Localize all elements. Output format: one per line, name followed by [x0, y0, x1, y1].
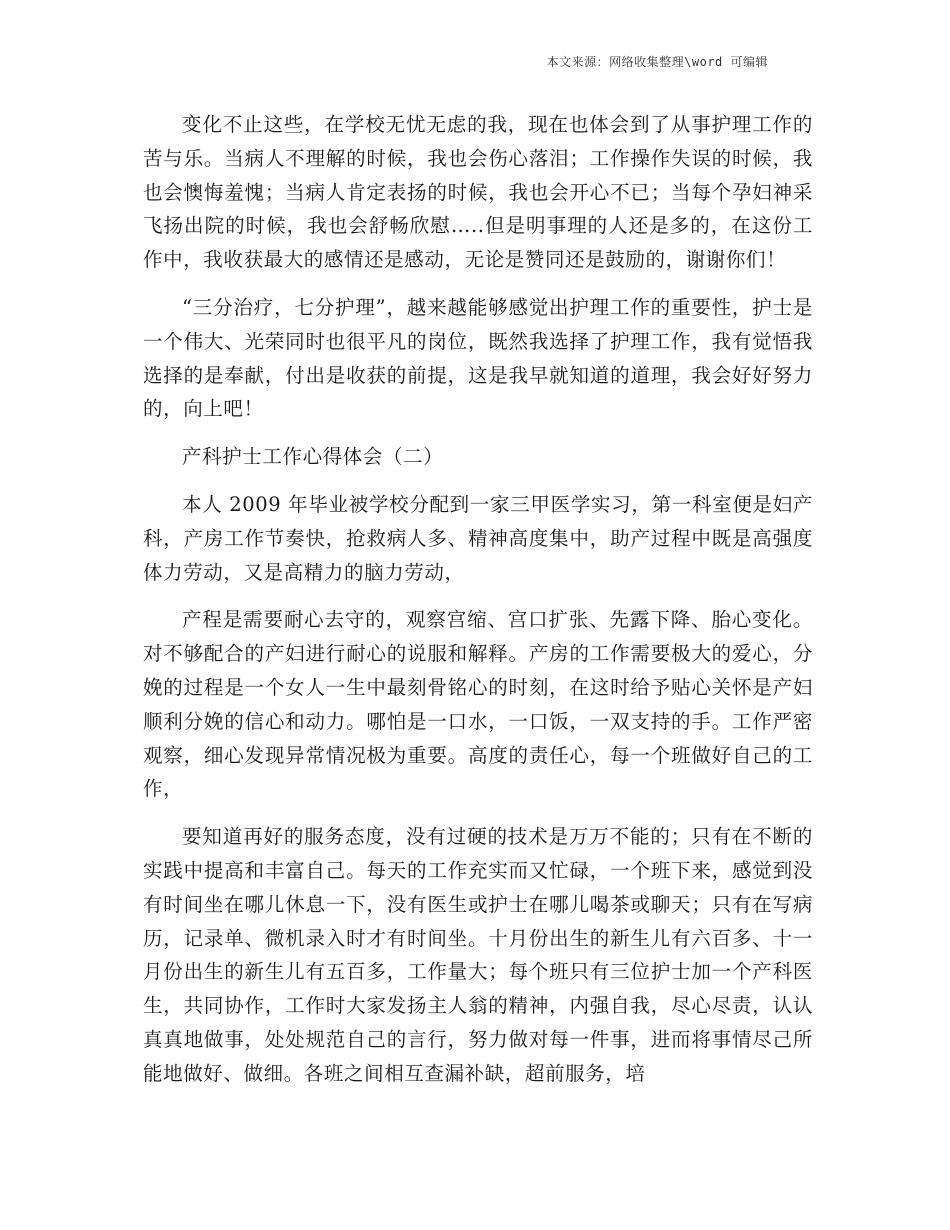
document-body	[143, 108, 813, 1095]
paragraph-5: 要知道再好的服务态度，没有过硬的技术是万万不能的；只有在不断的实践中提高和丰富自己。每天的工作充实而又忙碌，一个班下来，感觉到没有时间坐在哪儿休息一下，没有医生或护士在哪儿喝茶或聊天；只有在写病历，记录单、微机录入时才有时间坐。十月份出生的新生儿有六百多、十一月份出生的新生儿有五百多，工作量大；每个班只有三位护士加一个产科医生，共同协作，工作时大家发扬主人翁的精神，内强自我，尽心尽责，认认真真地做事，处处规范自己的言行，努力做对每一件事，进而将事情尽己所能地做好、做细。各班之间相互查漏补缺，超前服务，培	[143, 825, 813, 1085]
section-heading: 产科护士工作心得体会（二）	[182, 445, 444, 469]
paragraph-2: “三分治疗，七分护理”，越来越能够感觉出护理工作的重要性，护士是一个伟大、光荣同时也很平凡的岗位，既然我选择了护理工作，我有觉悟我选择的是奉献，付出是收获的前提，这是我早就知道的道理，我会好好努力的，向上吧！	[143, 295, 813, 421]
header-source-note: 本文来源：网络收集整理\word 可编辑	[546, 55, 768, 69]
paragraph-1: 变化不止这些，在学校无忧无虑的我，现在也体会到了从事护理工作的苦与乐。当病人不理解的时候，我也会伤心落泪；工作操作失误的时候，我也会懊悔羞愧；当病人肯定表扬的时候，我也会开心不已；当每个孕妇神采飞扬出院的时候，我也会舒畅欣慰…..但是明事理的人还是多的，在这份工作中，我收获最大的感情还是感动，无论是赞同还是鼓励的，谢谢你们！	[143, 113, 813, 272]
paragraph-4: 产程是需要耐心去守的，观察宫缩、宫口扩张、先露下降、胎心变化。对不够配合的产妇进行耐心的说服和解释。产房的工作需要极大的爱心，分娩的过程是一个女人一生中最刻骨铭心的时刻，在这时给予贴心关怀是产妇顺利分娩的信心和动力。哪怕是一口水，一口饭，一双支持的手。工作严密观察，细心发现异常情况极为重要。高度的责任心，每一个班做好自己的工作，	[143, 608, 813, 801]
paragraph-3: 本人 2009 年毕业被学校分配到一家三甲医学实习，第一科室便是妇产科，产房工作节奏快，抢救病人多、精神高度集中，助产过程中既是高强度体力劳动，又是高精力的脑力劳动，	[143, 492, 813, 584]
